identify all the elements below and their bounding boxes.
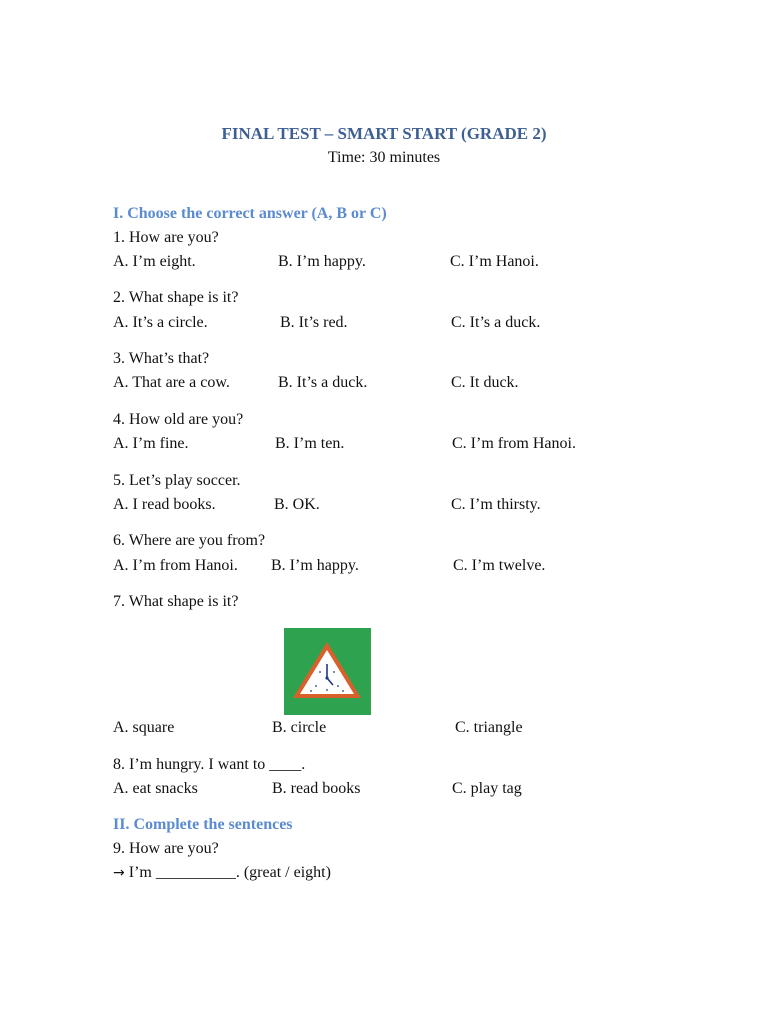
- q7-option-a: A. square: [113, 719, 175, 736]
- q3-option-a: A. That are a cow.: [113, 374, 230, 391]
- question-9: 9. How are you?: [113, 840, 219, 857]
- question-7: 7. What shape is it?: [113, 593, 239, 610]
- section-1-heading: I. Choose the correct answer (A, B or C): [113, 205, 387, 222]
- test-time: Time: 30 minutes: [327, 149, 441, 166]
- q5-option-b: B. OK.: [274, 496, 320, 513]
- question-9-answer: [113, 864, 331, 882]
- question-8: 8. I’m hungry. I want to ____.: [113, 756, 306, 773]
- q1-option-a: A. I’m eight.: [113, 253, 196, 270]
- q3-option-b: B. It’s a duck.: [278, 374, 368, 391]
- q4-option-c: C. I’m from Hanoi.: [452, 435, 576, 452]
- q2-option-b: B. It’s red.: [280, 314, 348, 331]
- question-6: 6. Where are you from?: [113, 532, 266, 549]
- test-title: FINAL TEST – SMART START (GRADE 2): [221, 124, 547, 143]
- q8-option-a: A. eat snacks: [113, 780, 198, 797]
- triangle-clock-icon: [284, 628, 371, 715]
- q8-option-c: C. play tag: [452, 780, 522, 797]
- q5-option-a: A. I read books.: [113, 496, 216, 513]
- q4-option-b: B. I’m ten.: [275, 435, 345, 452]
- answer-blank-line: I’m __________. (great / eight): [128, 864, 331, 881]
- q5-option-c: C. I’m thirsty.: [451, 496, 541, 513]
- triangle-clock-picture: [284, 628, 371, 715]
- q2-option-c: C. It’s a duck.: [451, 314, 541, 331]
- q1-option-b: B. I’m happy.: [278, 253, 366, 270]
- q6-option-a: A. I’m from Hanoi.: [113, 557, 238, 574]
- question-4: 4. How old are you?: [113, 411, 244, 428]
- q2-option-a: A. It’s a circle.: [113, 314, 208, 331]
- q6-option-b: B. I’m happy.: [271, 557, 359, 574]
- section-2-heading: II. Complete the sentences: [113, 816, 293, 833]
- q4-option-a: A. I’m fine.: [113, 435, 189, 452]
- question-3: 3. What’s that?: [113, 350, 210, 367]
- q8-option-b: B. read books: [272, 780, 361, 797]
- q6-option-c: C. I’m twelve.: [453, 557, 546, 574]
- arrow-icon: →: [113, 865, 125, 881]
- q3-option-c: C. It duck.: [451, 374, 519, 391]
- q7-option-b: B. circle: [272, 719, 327, 736]
- question-5: 5. Let’s play soccer.: [113, 472, 241, 489]
- question-1: 1. How are you?: [113, 229, 219, 246]
- q1-option-c: C. I’m Hanoi.: [450, 253, 539, 270]
- question-2: 2. What shape is it?: [113, 289, 239, 306]
- q7-option-c: C. triangle: [455, 719, 523, 736]
